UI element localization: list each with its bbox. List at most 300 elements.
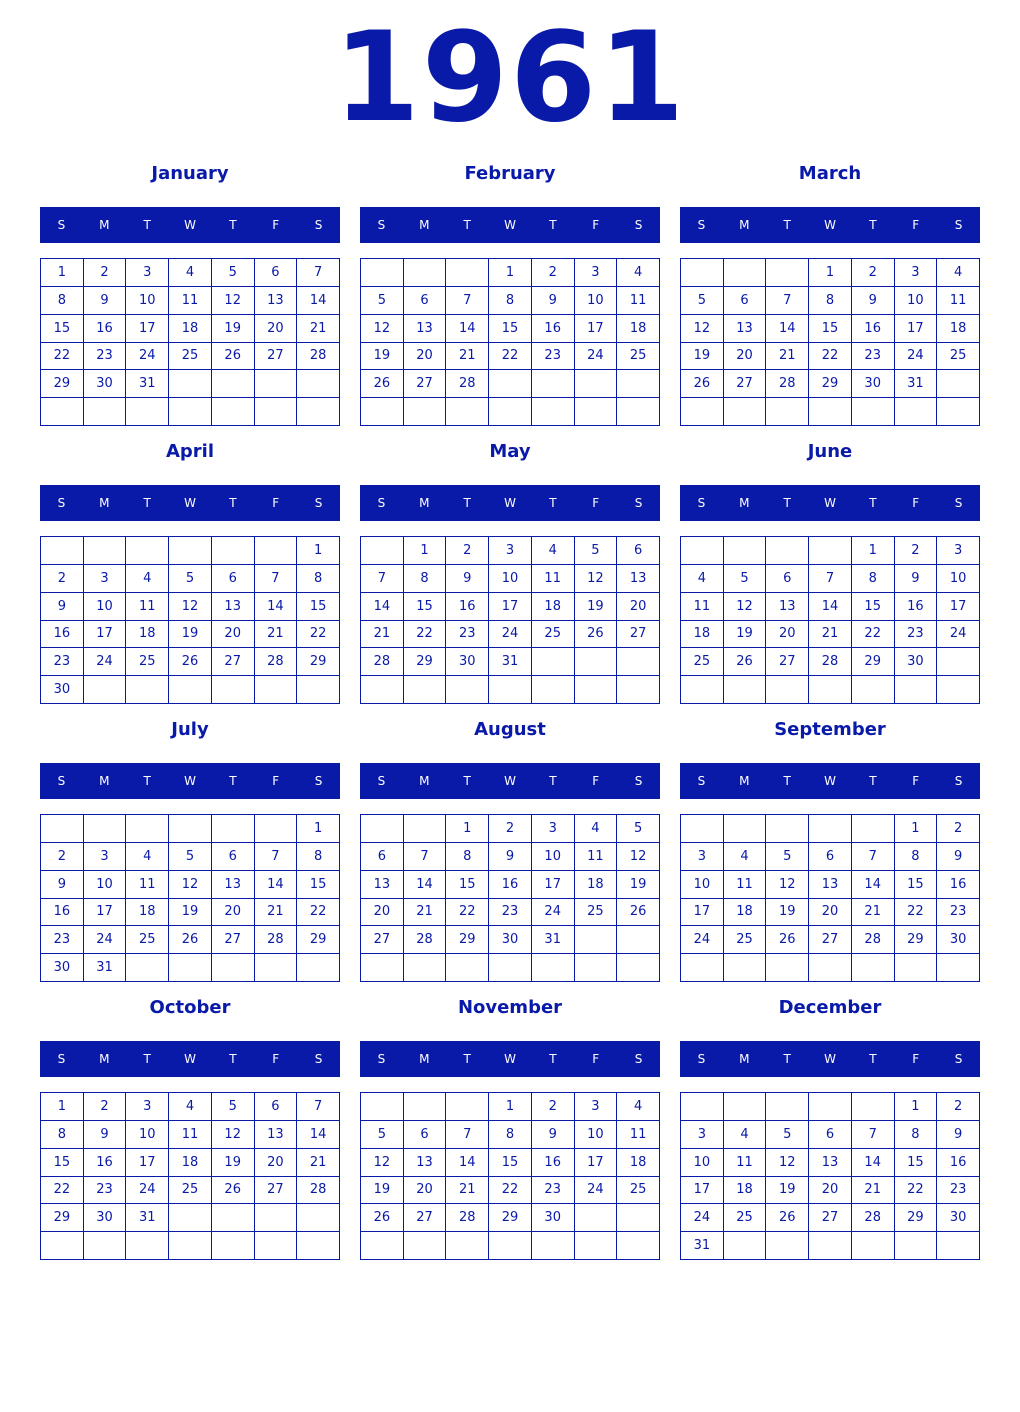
day-cell: 7 (297, 259, 340, 287)
day-cell: 14 (255, 593, 298, 621)
weekday-label: S (954, 774, 963, 788)
day-cell: 20 (766, 621, 809, 649)
day-cell: 11 (681, 593, 724, 621)
day-cell: 21 (852, 1177, 895, 1205)
day-cell: 6 (809, 1121, 852, 1149)
day-cell: 19 (361, 1177, 404, 1205)
day-cell: 5 (724, 565, 767, 593)
month-name: July (171, 719, 209, 740)
weekday-label: M (419, 496, 430, 510)
day-cell: 5 (361, 287, 404, 315)
day-cell: 25 (169, 1177, 212, 1205)
weekday-label: M (419, 1052, 430, 1066)
empty-day-cell (489, 676, 532, 704)
empty-day-cell (937, 1232, 980, 1260)
day-cell: 4 (617, 1093, 660, 1121)
day-cell: 12 (575, 565, 618, 593)
empty-day-cell (724, 398, 767, 426)
day-cell: 9 (852, 287, 895, 315)
day-cell: 28 (852, 1204, 895, 1232)
day-cell: 15 (404, 593, 447, 621)
weekday-label: T (783, 1052, 791, 1066)
day-cell: 31 (84, 954, 127, 982)
day-cell: 10 (575, 287, 618, 315)
empty-day-cell (852, 1232, 895, 1260)
empty-day-cell (895, 676, 938, 704)
empty-day-cell (809, 398, 852, 426)
empty-day-cell (446, 1232, 489, 1260)
weekday-label: M (99, 1052, 110, 1066)
day-cell: 23 (41, 926, 84, 954)
day-cell: 20 (404, 1177, 447, 1205)
day-cell: 1 (404, 537, 447, 565)
day-cell: 12 (361, 315, 404, 343)
day-grid (680, 1092, 980, 1260)
day-cell: 8 (297, 565, 340, 593)
empty-day-cell (766, 1232, 809, 1260)
day-cell: 8 (404, 565, 447, 593)
empty-day-cell (41, 815, 84, 843)
weekday-label: F (592, 774, 600, 788)
weekday-label: T (549, 496, 557, 510)
day-cell: 21 (446, 343, 489, 371)
empty-day-cell (724, 1232, 767, 1260)
day-cell: 25 (937, 343, 980, 371)
empty-day-cell (255, 370, 298, 398)
day-cell: 13 (404, 1149, 447, 1177)
day-cell: 9 (532, 287, 575, 315)
empty-day-cell (724, 537, 767, 565)
empty-day-cell (724, 676, 767, 704)
weekday-label: S (954, 496, 963, 510)
day-cell: 26 (169, 926, 212, 954)
empty-day-cell (532, 676, 575, 704)
day-cell: 6 (255, 1093, 298, 1121)
day-grid (360, 814, 660, 982)
weekday-label: T (783, 496, 791, 510)
weekday-label: S (954, 218, 963, 232)
empty-day-cell (681, 815, 724, 843)
weekday-label: W (824, 496, 836, 510)
day-cell: 10 (575, 1121, 618, 1149)
day-grid (40, 258, 340, 426)
day-cell: 16 (937, 871, 980, 899)
day-cell: 13 (617, 565, 660, 593)
day-cell: 1 (489, 1093, 532, 1121)
empty-day-cell (361, 1232, 404, 1260)
weekday-label: S (57, 1052, 66, 1066)
day-cell: 30 (84, 370, 127, 398)
day-cell: 9 (41, 593, 84, 621)
day-cell: 16 (532, 315, 575, 343)
empty-day-cell (532, 648, 575, 676)
day-cell: 25 (724, 926, 767, 954)
day-cell: 17 (126, 1149, 169, 1177)
day-cell: 14 (852, 1149, 895, 1177)
day-grid (40, 814, 340, 982)
weekday-label: T (869, 218, 877, 232)
day-grid (360, 1092, 660, 1260)
day-cell: 3 (84, 843, 127, 871)
day-cell: 4 (126, 843, 169, 871)
empty-day-cell (937, 954, 980, 982)
day-cell: 3 (126, 1093, 169, 1121)
day-cell: 11 (575, 843, 618, 871)
day-cell: 10 (126, 287, 169, 315)
empty-day-cell (766, 954, 809, 982)
day-cell: 1 (446, 815, 489, 843)
day-cell: 10 (84, 871, 127, 899)
empty-day-cell (169, 370, 212, 398)
day-cell: 12 (766, 1149, 809, 1177)
empty-day-cell (681, 1093, 724, 1121)
weekday-label: T (549, 1052, 557, 1066)
weekday-header (40, 485, 340, 521)
weekday-header (360, 485, 660, 521)
day-cell: 4 (937, 259, 980, 287)
weekday-header (360, 763, 660, 799)
empty-day-cell (169, 1204, 212, 1232)
day-cell: 23 (532, 343, 575, 371)
empty-day-cell (681, 537, 724, 565)
empty-day-cell (361, 259, 404, 287)
day-cell: 2 (532, 1093, 575, 1121)
empty-day-cell (446, 1093, 489, 1121)
day-cell: 24 (532, 899, 575, 927)
day-cell: 27 (724, 370, 767, 398)
weekday-header (680, 763, 980, 799)
empty-day-cell (404, 676, 447, 704)
day-cell: 17 (84, 899, 127, 927)
day-cell: 22 (489, 1177, 532, 1205)
day-cell: 9 (84, 1121, 127, 1149)
day-cell: 6 (212, 565, 255, 593)
empty-day-cell (212, 1204, 255, 1232)
empty-day-cell (489, 954, 532, 982)
day-cell: 4 (575, 815, 618, 843)
day-cell: 11 (724, 871, 767, 899)
weekday-label: T (783, 774, 791, 788)
day-cell: 26 (169, 648, 212, 676)
empty-day-cell (297, 676, 340, 704)
day-cell: 31 (126, 1204, 169, 1232)
day-cell: 15 (297, 593, 340, 621)
day-cell: 7 (255, 843, 298, 871)
empty-day-cell (809, 1093, 852, 1121)
month-name: March (798, 163, 862, 184)
empty-day-cell (937, 648, 980, 676)
month-name: November (457, 997, 563, 1018)
weekday-label: F (272, 1052, 280, 1066)
empty-day-cell (404, 1093, 447, 1121)
day-cell: 12 (212, 1121, 255, 1149)
weekday-label: S (697, 496, 706, 510)
weekday-label: S (377, 774, 386, 788)
empty-day-cell (84, 398, 127, 426)
weekday-label: T (143, 774, 151, 788)
day-cell: 26 (212, 343, 255, 371)
weekday-label: F (592, 218, 600, 232)
day-cell: 4 (532, 537, 575, 565)
day-grid (360, 536, 660, 704)
weekday-label: S (57, 218, 66, 232)
empty-day-cell (724, 815, 767, 843)
day-cell: 14 (809, 593, 852, 621)
day-cell: 28 (766, 370, 809, 398)
day-cell: 25 (575, 899, 618, 927)
day-cell: 14 (297, 1121, 340, 1149)
day-cell: 22 (446, 899, 489, 927)
empty-day-cell (489, 398, 532, 426)
weekday-label: M (739, 1052, 750, 1066)
day-cell: 13 (766, 593, 809, 621)
empty-day-cell (852, 676, 895, 704)
empty-day-cell (575, 398, 618, 426)
day-cell: 1 (489, 259, 532, 287)
day-cell: 1 (297, 537, 340, 565)
empty-day-cell (532, 954, 575, 982)
day-cell: 2 (446, 537, 489, 565)
day-cell: 26 (724, 648, 767, 676)
weekday-label: F (272, 774, 280, 788)
empty-day-cell (126, 537, 169, 565)
weekday-label: T (229, 496, 237, 510)
day-cell: 23 (895, 621, 938, 649)
day-cell: 2 (41, 565, 84, 593)
empty-day-cell (255, 398, 298, 426)
day-cell: 3 (575, 259, 618, 287)
day-cell: 27 (255, 1177, 298, 1205)
weekday-label: S (314, 774, 323, 788)
day-cell: 12 (617, 843, 660, 871)
day-cell: 20 (809, 899, 852, 927)
day-cell: 27 (255, 343, 298, 371)
day-cell: 28 (852, 926, 895, 954)
day-cell: 5 (212, 259, 255, 287)
day-cell: 3 (937, 537, 980, 565)
day-cell: 24 (84, 926, 127, 954)
day-cell: 21 (361, 621, 404, 649)
weekday-label: S (634, 774, 643, 788)
empty-day-cell (446, 954, 489, 982)
empty-day-cell (575, 954, 618, 982)
empty-day-cell (126, 954, 169, 982)
empty-day-cell (126, 398, 169, 426)
day-cell: 19 (766, 899, 809, 927)
weekday-label: W (504, 496, 516, 510)
weekday-label: S (697, 774, 706, 788)
day-cell: 8 (297, 843, 340, 871)
empty-day-cell (169, 815, 212, 843)
empty-day-cell (681, 398, 724, 426)
day-cell: 28 (297, 343, 340, 371)
day-cell: 11 (724, 1149, 767, 1177)
day-cell: 27 (361, 926, 404, 954)
day-cell: 22 (297, 899, 340, 927)
empty-day-cell (766, 259, 809, 287)
empty-day-cell (575, 370, 618, 398)
day-cell: 22 (41, 343, 84, 371)
day-cell: 15 (41, 1149, 84, 1177)
day-cell: 10 (681, 1149, 724, 1177)
day-cell: 5 (766, 1121, 809, 1149)
day-cell: 12 (766, 871, 809, 899)
day-cell: 17 (84, 621, 127, 649)
day-cell: 25 (681, 648, 724, 676)
day-cell: 22 (404, 621, 447, 649)
day-cell: 15 (809, 315, 852, 343)
month-name: October (149, 997, 231, 1018)
day-cell: 11 (617, 1121, 660, 1149)
empty-day-cell (404, 1232, 447, 1260)
empty-day-cell (212, 398, 255, 426)
weekday-label: T (783, 218, 791, 232)
weekday-label: S (314, 218, 323, 232)
day-cell: 28 (255, 926, 298, 954)
day-cell: 5 (681, 287, 724, 315)
empty-day-cell (575, 648, 618, 676)
day-cell: 13 (255, 1121, 298, 1149)
day-cell: 25 (724, 1204, 767, 1232)
day-cell: 15 (489, 315, 532, 343)
day-cell: 17 (681, 1177, 724, 1205)
empty-day-cell (446, 676, 489, 704)
day-cell: 18 (937, 315, 980, 343)
day-cell: 23 (937, 1177, 980, 1205)
day-cell: 13 (255, 287, 298, 315)
weekday-header (40, 207, 340, 243)
empty-day-cell (532, 370, 575, 398)
day-cell: 24 (895, 343, 938, 371)
weekday-label: W (184, 496, 196, 510)
day-grid (40, 1092, 340, 1260)
day-cell: 22 (852, 621, 895, 649)
empty-day-cell (446, 398, 489, 426)
empty-day-cell (766, 537, 809, 565)
day-cell: 26 (361, 370, 404, 398)
day-cell: 24 (575, 343, 618, 371)
day-cell: 15 (852, 593, 895, 621)
day-cell: 12 (169, 871, 212, 899)
empty-day-cell (404, 954, 447, 982)
day-cell: 30 (84, 1204, 127, 1232)
month-name: June (807, 441, 853, 462)
day-cell: 18 (532, 593, 575, 621)
day-cell: 15 (895, 871, 938, 899)
day-cell: 2 (489, 815, 532, 843)
weekday-label: F (592, 496, 600, 510)
day-cell: 13 (212, 871, 255, 899)
day-cell: 30 (41, 676, 84, 704)
day-cell: 11 (169, 287, 212, 315)
day-cell: 4 (724, 843, 767, 871)
empty-day-cell (575, 1232, 618, 1260)
day-cell: 19 (212, 1149, 255, 1177)
empty-day-cell (575, 926, 618, 954)
empty-day-cell (255, 676, 298, 704)
day-cell: 2 (852, 259, 895, 287)
empty-day-cell (724, 259, 767, 287)
weekday-label: S (634, 496, 643, 510)
weekday-label: T (143, 218, 151, 232)
empty-day-cell (255, 815, 298, 843)
empty-day-cell (255, 1232, 298, 1260)
day-cell: 8 (809, 287, 852, 315)
weekday-label: S (954, 1052, 963, 1066)
day-cell: 20 (212, 899, 255, 927)
day-cell: 2 (41, 843, 84, 871)
day-cell: 7 (361, 565, 404, 593)
day-cell: 28 (255, 648, 298, 676)
empty-day-cell (361, 398, 404, 426)
day-cell: 21 (404, 899, 447, 927)
empty-day-cell (446, 259, 489, 287)
day-grid (40, 536, 340, 704)
day-cell: 25 (126, 926, 169, 954)
weekday-label: S (57, 774, 66, 788)
day-cell: 5 (575, 537, 618, 565)
day-cell: 28 (297, 1177, 340, 1205)
day-cell: 26 (212, 1177, 255, 1205)
empty-day-cell (84, 1232, 127, 1260)
empty-day-cell (212, 954, 255, 982)
day-cell: 2 (937, 815, 980, 843)
day-cell: 26 (766, 926, 809, 954)
day-cell: 15 (895, 1149, 938, 1177)
day-cell: 17 (126, 315, 169, 343)
day-cell: 7 (766, 287, 809, 315)
weekday-label: W (504, 218, 516, 232)
empty-day-cell (255, 954, 298, 982)
day-cell: 8 (895, 843, 938, 871)
day-cell: 8 (41, 1121, 84, 1149)
day-cell: 2 (937, 1093, 980, 1121)
day-cell: 3 (126, 259, 169, 287)
day-cell: 16 (489, 871, 532, 899)
empty-day-cell (809, 676, 852, 704)
day-cell: 21 (766, 343, 809, 371)
day-cell: 25 (169, 343, 212, 371)
day-cell: 14 (361, 593, 404, 621)
empty-day-cell (766, 398, 809, 426)
empty-day-cell (724, 954, 767, 982)
day-cell: 5 (169, 565, 212, 593)
empty-day-cell (212, 815, 255, 843)
day-cell: 21 (255, 899, 298, 927)
day-cell: 31 (532, 926, 575, 954)
day-cell: 12 (681, 315, 724, 343)
day-cell: 26 (766, 1204, 809, 1232)
empty-day-cell (361, 954, 404, 982)
day-cell: 24 (575, 1177, 618, 1205)
day-cell: 14 (766, 315, 809, 343)
day-cell: 5 (169, 843, 212, 871)
empty-day-cell (489, 370, 532, 398)
day-cell: 14 (404, 871, 447, 899)
empty-day-cell (809, 1232, 852, 1260)
day-cell: 7 (404, 843, 447, 871)
month-name: September (774, 719, 886, 740)
empty-day-cell (404, 259, 447, 287)
day-cell: 24 (126, 1177, 169, 1205)
day-cell: 24 (84, 648, 127, 676)
day-cell: 29 (297, 648, 340, 676)
day-cell: 20 (255, 1149, 298, 1177)
empty-day-cell (937, 676, 980, 704)
day-cell: 2 (84, 259, 127, 287)
day-cell: 11 (617, 287, 660, 315)
day-cell: 20 (724, 343, 767, 371)
